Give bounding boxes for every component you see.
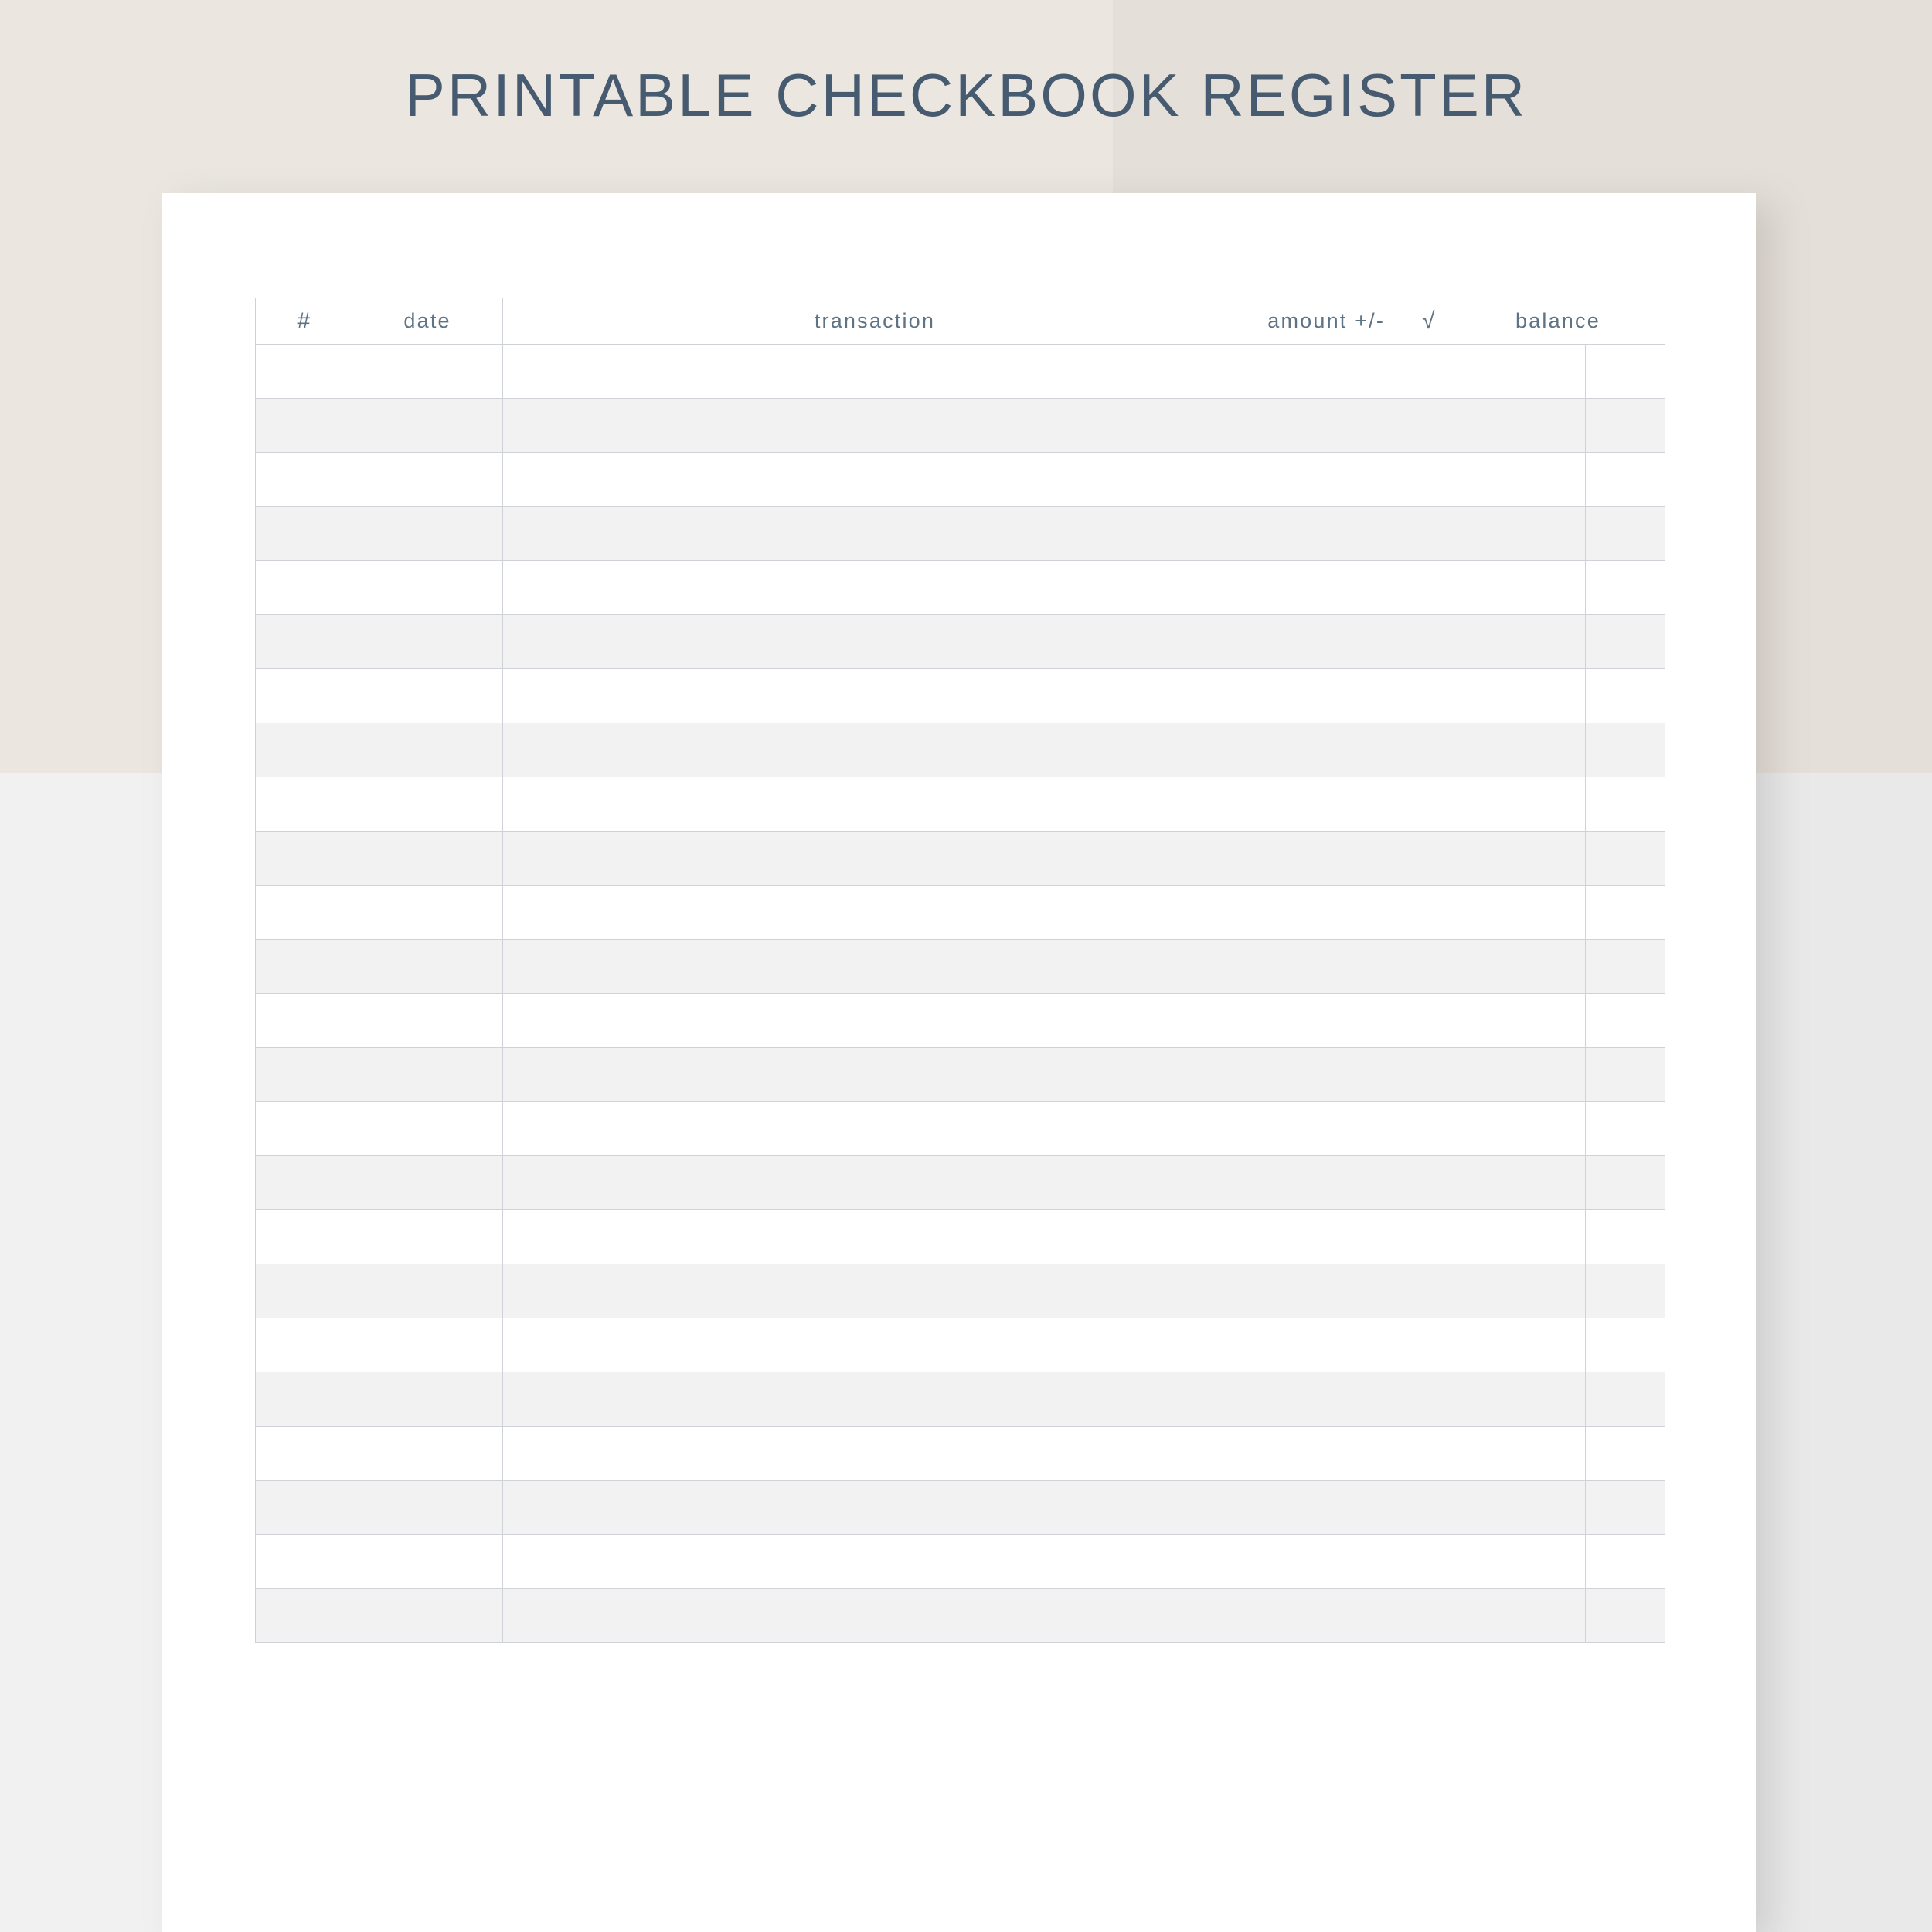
cell-balance[interactable] — [1451, 886, 1585, 940]
table-row[interactable] — [256, 1318, 1665, 1372]
cell-number[interactable] — [256, 1264, 352, 1318]
cell-transaction[interactable] — [503, 777, 1247, 832]
cell-balance-extra[interactable] — [1586, 723, 1665, 777]
cell-amount[interactable] — [1247, 1102, 1406, 1156]
cell-check[interactable] — [1406, 453, 1451, 507]
cell-check[interactable] — [1406, 1318, 1451, 1372]
cell-amount[interactable] — [1247, 994, 1406, 1048]
cell-number[interactable] — [256, 940, 352, 994]
cell-date[interactable] — [352, 1427, 503, 1481]
cell-amount[interactable] — [1247, 1048, 1406, 1102]
cell-amount[interactable] — [1247, 507, 1406, 561]
cell-amount[interactable] — [1247, 1427, 1406, 1481]
cell-number[interactable] — [256, 1210, 352, 1264]
cell-date[interactable] — [352, 615, 503, 669]
cell-number[interactable] — [256, 561, 352, 615]
column-header-date: date — [352, 298, 503, 345]
table-row[interactable] — [256, 1156, 1665, 1210]
cell-date[interactable] — [352, 886, 503, 940]
cell-number[interactable] — [256, 777, 352, 832]
cell-check[interactable] — [1406, 723, 1451, 777]
cell-amount[interactable] — [1247, 832, 1406, 886]
cell-balance-extra[interactable] — [1586, 345, 1665, 399]
cell-balance-extra[interactable] — [1586, 1048, 1665, 1102]
cell-date[interactable] — [352, 507, 503, 561]
cell-amount[interactable] — [1247, 1156, 1406, 1210]
table-row[interactable] — [256, 1102, 1665, 1156]
cell-date[interactable] — [352, 994, 503, 1048]
cell-check[interactable] — [1406, 615, 1451, 669]
cell-number[interactable] — [256, 994, 352, 1048]
cell-amount[interactable] — [1247, 399, 1406, 453]
cell-balance-extra[interactable] — [1586, 777, 1665, 832]
cell-check[interactable] — [1406, 832, 1451, 886]
cell-transaction[interactable] — [503, 1102, 1247, 1156]
cell-check[interactable] — [1406, 1048, 1451, 1102]
table-row[interactable] — [256, 777, 1665, 832]
cell-date[interactable] — [352, 1318, 503, 1372]
cell-balance-extra[interactable] — [1586, 615, 1665, 669]
cell-transaction[interactable] — [503, 1481, 1247, 1535]
cell-transaction[interactable] — [503, 669, 1247, 723]
printable-sheet — [162, 193, 1756, 1932]
cell-balance[interactable] — [1451, 1589, 1585, 1643]
cell-balance[interactable] — [1451, 1372, 1585, 1427]
register-header-row — [256, 298, 1665, 345]
cell-number[interactable] — [256, 1318, 352, 1372]
cell-date[interactable] — [352, 669, 503, 723]
cell-amount[interactable] — [1247, 561, 1406, 615]
cell-amount[interactable] — [1247, 1210, 1406, 1264]
cell-date[interactable] — [352, 723, 503, 777]
cell-balance[interactable] — [1451, 1535, 1585, 1589]
cell-number[interactable] — [256, 345, 352, 399]
table-row[interactable] — [256, 1481, 1665, 1535]
table-row[interactable] — [256, 453, 1665, 507]
table-row[interactable] — [256, 399, 1665, 453]
table-row[interactable] — [256, 1264, 1665, 1318]
cell-transaction[interactable] — [503, 453, 1247, 507]
cell-number[interactable] — [256, 886, 352, 940]
table-row[interactable] — [256, 832, 1665, 886]
column-header-number: # — [256, 298, 352, 345]
cell-transaction[interactable] — [503, 399, 1247, 453]
cell-check[interactable] — [1406, 507, 1451, 561]
cell-check[interactable] — [1406, 994, 1451, 1048]
cell-balance-extra[interactable] — [1586, 886, 1665, 940]
cell-date[interactable] — [352, 1589, 503, 1643]
cell-transaction[interactable] — [503, 507, 1247, 561]
cell-balance-extra[interactable] — [1586, 1427, 1665, 1481]
cell-check[interactable] — [1406, 1427, 1451, 1481]
cell-balance[interactable] — [1451, 1048, 1585, 1102]
cell-amount[interactable] — [1247, 1318, 1406, 1372]
table-row[interactable] — [256, 723, 1665, 777]
cell-balance[interactable] — [1451, 561, 1585, 615]
cell-date[interactable] — [352, 940, 503, 994]
cell-date[interactable] — [352, 1372, 503, 1427]
cell-transaction[interactable] — [503, 1589, 1247, 1643]
cell-balance-extra[interactable] — [1586, 1318, 1665, 1372]
cell-number[interactable] — [256, 1372, 352, 1427]
cell-balance-extra[interactable] — [1586, 1156, 1665, 1210]
table-row[interactable] — [256, 669, 1665, 723]
cell-amount[interactable] — [1247, 453, 1406, 507]
cell-date[interactable] — [352, 1210, 503, 1264]
cell-balance-extra[interactable] — [1586, 1210, 1665, 1264]
cell-number[interactable] — [256, 1535, 352, 1589]
cell-transaction[interactable] — [503, 615, 1247, 669]
cell-balance-extra[interactable] — [1586, 1589, 1665, 1643]
cell-balance-extra[interactable] — [1586, 832, 1665, 886]
cell-transaction[interactable] — [503, 1535, 1247, 1589]
page-title: PRINTABLE CHECKBOOK REGISTER — [404, 61, 1528, 129]
cell-amount[interactable] — [1247, 1372, 1406, 1427]
cell-number[interactable] — [256, 1102, 352, 1156]
cell-amount[interactable] — [1247, 1264, 1406, 1318]
table-row[interactable] — [256, 886, 1665, 940]
cell-balance[interactable] — [1451, 723, 1585, 777]
cell-transaction[interactable] — [503, 1156, 1247, 1210]
column-header-transaction: transaction — [503, 298, 1247, 345]
table-row[interactable] — [256, 561, 1665, 615]
cell-number[interactable] — [256, 1481, 352, 1535]
cell-check[interactable] — [1406, 399, 1451, 453]
cell-number[interactable] — [256, 832, 352, 886]
cell-check[interactable] — [1406, 940, 1451, 994]
cell-balance[interactable] — [1451, 1156, 1585, 1210]
cell-date[interactable] — [352, 1535, 503, 1589]
cell-balance-extra[interactable] — [1586, 1372, 1665, 1427]
cell-date[interactable] — [352, 453, 503, 507]
cell-balance[interactable] — [1451, 345, 1585, 399]
cell-transaction[interactable] — [503, 1048, 1247, 1102]
cell-balance[interactable] — [1451, 1481, 1585, 1535]
cell-transaction[interactable] — [503, 940, 1247, 994]
cell-balance-extra[interactable] — [1586, 1264, 1665, 1318]
cell-number[interactable] — [256, 399, 352, 453]
cell-amount[interactable] — [1247, 940, 1406, 994]
table-row[interactable] — [256, 1589, 1665, 1643]
cell-amount[interactable] — [1247, 615, 1406, 669]
cell-amount[interactable] — [1247, 886, 1406, 940]
cell-balance[interactable] — [1451, 453, 1585, 507]
column-header-balance: balance — [1451, 298, 1665, 345]
cell-number[interactable] — [256, 453, 352, 507]
cell-check[interactable] — [1406, 1481, 1451, 1535]
cell-balance-extra[interactable] — [1586, 1535, 1665, 1589]
cell-number[interactable] — [256, 1048, 352, 1102]
cell-transaction[interactable] — [503, 1427, 1247, 1481]
cell-balance[interactable] — [1451, 1102, 1585, 1156]
cell-balance-extra[interactable] — [1586, 453, 1665, 507]
cell-number[interactable] — [256, 1589, 352, 1643]
cell-check[interactable] — [1406, 561, 1451, 615]
cell-balance[interactable] — [1451, 1210, 1585, 1264]
cell-balance-extra[interactable] — [1586, 561, 1665, 615]
cell-transaction[interactable] — [503, 561, 1247, 615]
cell-amount[interactable] — [1247, 1589, 1406, 1643]
cell-balance[interactable] — [1451, 399, 1585, 453]
cell-balance-extra[interactable] — [1586, 507, 1665, 561]
cell-check[interactable] — [1406, 1535, 1451, 1589]
cell-date[interactable] — [352, 1156, 503, 1210]
cell-balance-extra[interactable] — [1586, 1102, 1665, 1156]
cell-check[interactable] — [1406, 1210, 1451, 1264]
table-row[interactable] — [256, 507, 1665, 561]
cell-check[interactable] — [1406, 1102, 1451, 1156]
table-row[interactable] — [256, 345, 1665, 399]
cell-date[interactable] — [352, 832, 503, 886]
cell-balance-extra[interactable] — [1586, 1481, 1665, 1535]
cell-amount[interactable] — [1247, 669, 1406, 723]
cell-amount[interactable] — [1247, 777, 1406, 832]
cell-number[interactable] — [256, 669, 352, 723]
table-row[interactable] — [256, 1427, 1665, 1481]
table-row[interactable] — [256, 1048, 1665, 1102]
cell-balance[interactable] — [1451, 669, 1585, 723]
register-body — [256, 345, 1665, 1643]
cell-check[interactable] — [1406, 1264, 1451, 1318]
cell-check[interactable] — [1406, 1156, 1451, 1210]
cell-balance-extra[interactable] — [1586, 399, 1665, 453]
table-row[interactable] — [256, 940, 1665, 994]
cell-balance[interactable] — [1451, 940, 1585, 994]
cell-number[interactable] — [256, 1156, 352, 1210]
cell-balance-extra[interactable] — [1586, 940, 1665, 994]
table-row[interactable] — [256, 615, 1665, 669]
cell-balance[interactable] — [1451, 615, 1585, 669]
cell-balance[interactable] — [1451, 1427, 1585, 1481]
cell-check[interactable] — [1406, 1372, 1451, 1427]
cell-transaction[interactable] — [503, 1264, 1247, 1318]
cell-transaction[interactable] — [503, 886, 1247, 940]
cell-date[interactable] — [352, 1481, 503, 1535]
cell-transaction[interactable] — [503, 723, 1247, 777]
cell-transaction[interactable] — [503, 345, 1247, 399]
cell-date[interactable] — [352, 561, 503, 615]
cell-check[interactable] — [1406, 345, 1451, 399]
column-header-amount: amount +/- — [1247, 298, 1406, 345]
cell-balance[interactable] — [1451, 1318, 1585, 1372]
cell-date[interactable] — [352, 1048, 503, 1102]
cell-number[interactable] — [256, 615, 352, 669]
cell-amount[interactable] — [1247, 1481, 1406, 1535]
cell-amount[interactable] — [1247, 723, 1406, 777]
cell-number[interactable] — [256, 507, 352, 561]
cell-check[interactable] — [1406, 1589, 1451, 1643]
cell-balance[interactable] — [1451, 832, 1585, 886]
cell-balance-extra[interactable] — [1586, 669, 1665, 723]
cell-balance[interactable] — [1451, 507, 1585, 561]
cell-balance[interactable] — [1451, 1264, 1585, 1318]
cell-date[interactable] — [352, 1102, 503, 1156]
column-header-checkmark: √ — [1406, 298, 1451, 345]
cell-date[interactable] — [352, 1264, 503, 1318]
checkbook-register-table — [255, 298, 1665, 1643]
cell-transaction[interactable] — [503, 1318, 1247, 1372]
cell-transaction[interactable] — [503, 1372, 1247, 1427]
cell-date[interactable] — [352, 777, 503, 832]
cell-number[interactable] — [256, 1427, 352, 1481]
table-row[interactable] — [256, 1372, 1665, 1427]
table-row[interactable] — [256, 1535, 1665, 1589]
table-row[interactable] — [256, 994, 1665, 1048]
cell-check[interactable] — [1406, 886, 1451, 940]
cell-amount[interactable] — [1247, 345, 1406, 399]
cell-number[interactable] — [256, 723, 352, 777]
cell-date[interactable] — [352, 399, 503, 453]
cell-check[interactable] — [1406, 669, 1451, 723]
cell-balance[interactable] — [1451, 994, 1585, 1048]
cell-transaction[interactable] — [503, 1210, 1247, 1264]
cell-date[interactable] — [352, 345, 503, 399]
cell-balance[interactable] — [1451, 777, 1585, 832]
table-row[interactable] — [256, 1210, 1665, 1264]
cell-transaction[interactable] — [503, 832, 1247, 886]
cell-balance-extra[interactable] — [1586, 994, 1665, 1048]
cell-check[interactable] — [1406, 777, 1451, 832]
cell-transaction[interactable] — [503, 994, 1247, 1048]
cell-amount[interactable] — [1247, 1535, 1406, 1589]
